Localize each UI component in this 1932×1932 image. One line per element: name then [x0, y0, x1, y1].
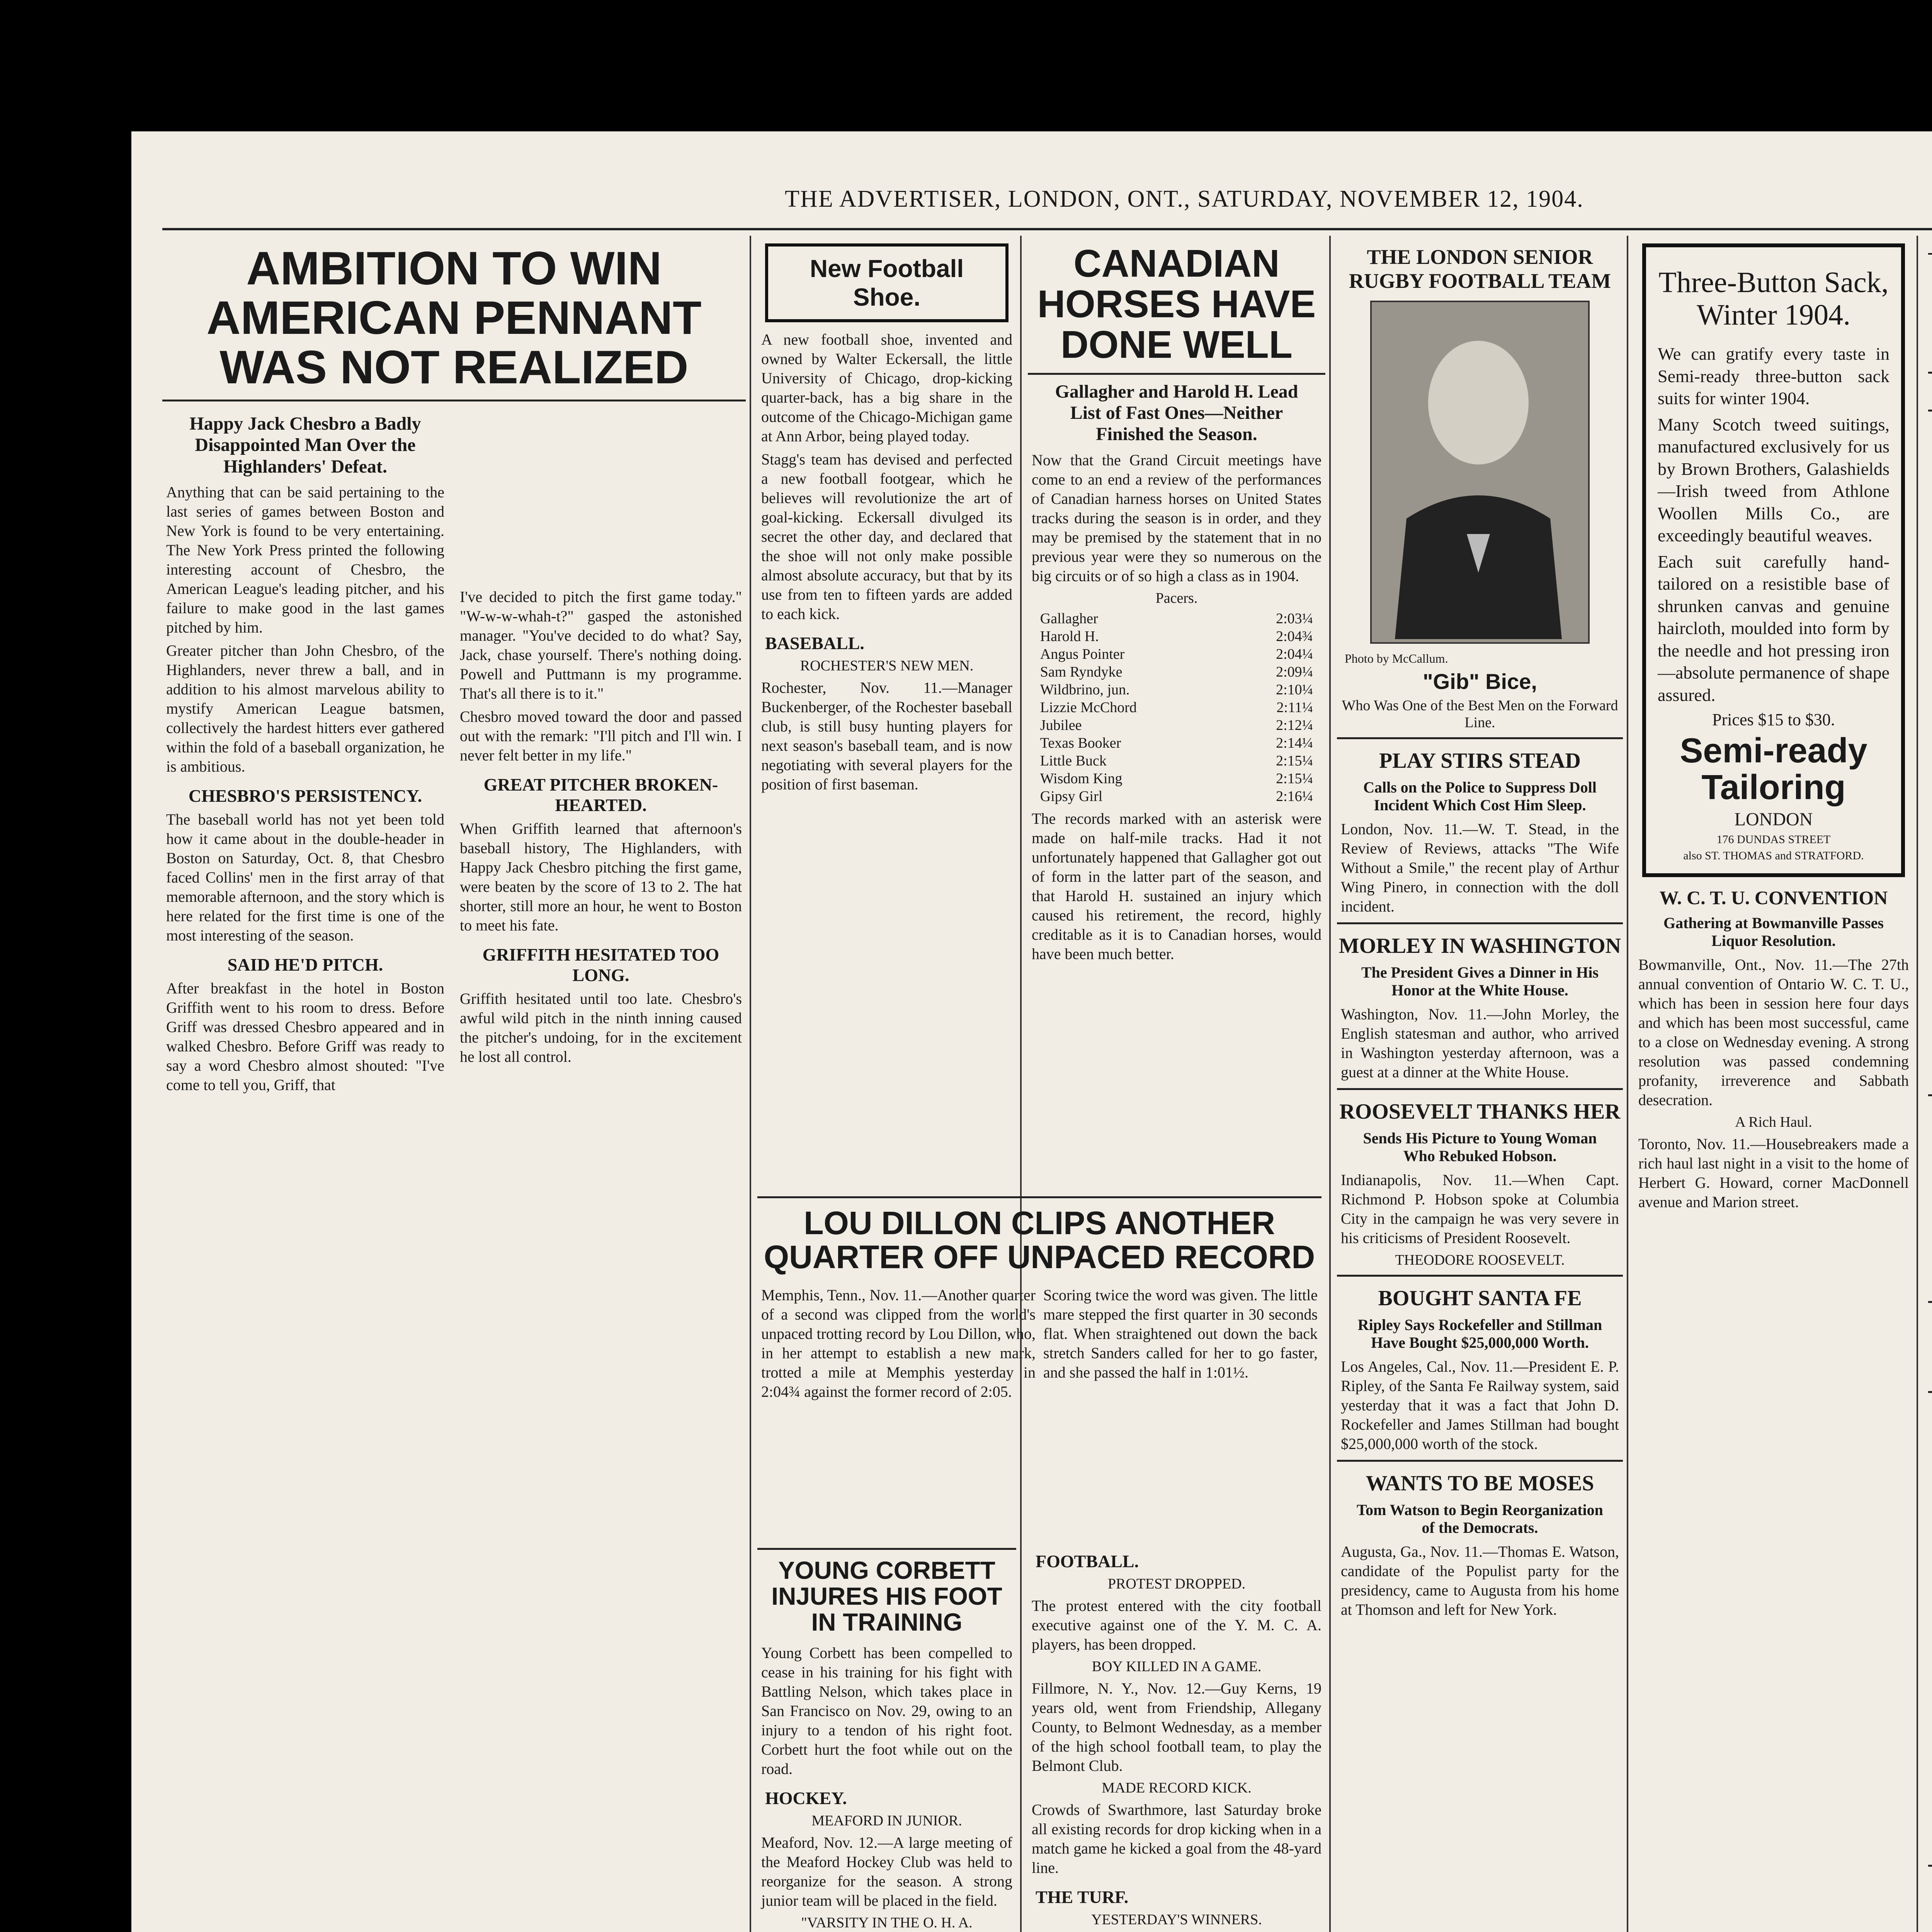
horse-time: 2:04¾: [1276, 628, 1313, 645]
ad-price: [1928, 745, 1932, 794]
article-lou-dillon: [757, 1190, 1321, 1538]
body-text: A new football shoe, invented and owned by Walter Eckersall, the little University of Chicago, drop-kicking quarter-back, has a big share in the outcome of the Chicago-Michigan game at Ann Arbor, being played today.: [761, 331, 1012, 445]
subhead-moses: Tom Watson to Begin Reorganization of the Democrats.: [1357, 1501, 1603, 1536]
headline-chesbro: AMBITION TO WIN AMERICAN PENNANT WAS NOT REALIZED: [206, 242, 702, 394]
ad-ocean-limited: [1928, 1518, 1932, 1598]
ad-prices: Prices $15 to $30.: [1712, 710, 1835, 730]
ad-wabash-intro: [1928, 1102, 1932, 1128]
headline-santa-fe: BOUGHT SANTA FE: [1378, 1286, 1582, 1310]
table-row: [1040, 770, 1313, 787]
subheading: "VARSITY IN THE O. H. A.: [801, 1914, 973, 1931]
ad-price: [1928, 996, 1932, 1021]
table-row: [1040, 645, 1313, 663]
section-heading: GRIFFITH HESITATED TOO LONG.: [482, 945, 719, 985]
body-text: Stagg's team has devised and perfected a new football footgear, which he believes will revolutionize the art of goal-kicking. Eckersall divulged its secret the other day, and declared that the shoe will not only make possible almost absolute accuracy, but that by its use from ten to fifteen yards are added to each kick.: [761, 451, 1012, 622]
body-text: Griffith hesitated until too late. Chesbro's awful wild pitch in the ninth inning caused the pitcher's undoing, for in the excitement he lost all control.: [460, 990, 742, 1065]
subhead-roosevelt: Sends His Picture to Young Woman Who Rebuked Hobson.: [1363, 1129, 1597, 1165]
ad-semi-ready: [1642, 243, 1905, 877]
horse-name: Wisdom King: [1040, 770, 1122, 787]
ad-body: Many Scotch tweed suitings, manufactured exclusively for us by Brown Brothers, Galashields—Irish tweed from Athlone Woollen Mills Co., are exceedingly beautiful weaves.: [1658, 414, 1889, 546]
body-text: Now that the Grand Circuit meetings have come to an end a review of the performances of Canadian harness horses on United States tracks during the season is in order, and they may be premised by the statement that in no previous year were they so numerous on the big circuits or of so high a class as in 1904.: [1032, 451, 1321, 585]
ad-to: [1928, 541, 1932, 558]
subheading: PROTEST DROPPED.: [1107, 1576, 1246, 1592]
ad-thanksgiving: [1928, 1021, 1932, 1048]
table-row: [1040, 752, 1313, 770]
table-row: [1040, 716, 1313, 734]
table-row: [1040, 699, 1313, 716]
body-text: Young Corbett has been compelled to cease in his training for his fight with Battling Nelson, which takes place in San Francisco on Nov. 29, owing to an injury to a tendon of his right foot. Corbett hurt the foot while out on the road.: [761, 1644, 1012, 1777]
ad-michigan-central: [1928, 418, 1932, 448]
photo-caption-name: "Gib" Bice,: [1423, 669, 1537, 694]
ad-worlds-fair: [1928, 1128, 1932, 1196]
section-heading: BASEBALL.: [765, 633, 864, 653]
table-row: [1040, 681, 1313, 699]
article-young-corbett: [757, 1542, 1016, 1932]
table-row: [1040, 663, 1313, 681]
ad-destination: [1928, 797, 1932, 819]
body-text: The protest entered with the city football executive against one of the Y. M. C. A. players, has been dropped.: [1032, 1597, 1321, 1653]
subheading: BOY KILLED IN A GAME.: [1092, 1658, 1262, 1675]
subhead-horses: Gallagher and Harold H. Lead List of Fast Ones—Neither Finished the Season.: [1055, 381, 1298, 445]
subheading: ROCHESTER'S NEW MEN.: [800, 658, 974, 674]
horse-name: Little Buck: [1040, 752, 1107, 769]
masthead-rule: [162, 228, 1932, 230]
ad-ticket-office: [1928, 1818, 1932, 1859]
section-heading: FOOTBALL.: [1036, 1551, 1139, 1571]
player-photo: [1370, 301, 1590, 644]
subheading: YESTERDAY'S WINNERS.: [1091, 1912, 1262, 1928]
box-title: New Football Shoe.: [810, 255, 964, 311]
ad-special: [1928, 719, 1932, 745]
body-text: Augusta, Ga., Nov. 11.—Thomas E. Watson, candidate of the Populist party for the presidency, came to Augusta from his home at Thomson and left for New York.: [1341, 1543, 1619, 1618]
ad-city: [1928, 561, 1932, 614]
pacers-table: [1040, 610, 1313, 805]
body-text: Los Angeles, Cal., Nov. 11.—President E. P. Ripley, of the Santa Fe Railway system, said yesterday that it was a fact that John D. Rockefeller and James Stillman had bought $25,000,000 worth of the stock.: [1341, 1358, 1619, 1452]
body-text: Washington, Nov. 11.—John Morley, the English statesman and author, who arrived in Washington yesterday afternoon, was a guest at a dinner at the White House.: [1341, 1005, 1619, 1081]
signature: THEODORE ROOSEVELT.: [1395, 1252, 1565, 1268]
ad-destination: [1928, 951, 1932, 996]
body-text: The records marked with an asterisk were made on half-mile tracks. Had it not unfortunately happened that Gallagher got out of form in the latter part of the season, and that Harold H. sustained an injury which caused his retirement, the record, highly creditable as it is to Canadian horses, would have been much better.: [1032, 810, 1321, 963]
ad-reduced-fares: [1928, 916, 1932, 951]
horse-name: Lizzie McChord: [1040, 699, 1137, 716]
ad-subtitle: [1928, 1348, 1932, 1365]
ad-connection: [1928, 1755, 1932, 1815]
newspaper-page: [131, 131, 1932, 1932]
section-heading: SAID HE'D PITCH.: [227, 954, 383, 975]
ad-address: 176 DUNDAS STREET: [1716, 833, 1831, 846]
body-text: I've decided to pitch the first game today." "W-w-w-whah-t?" gasped the astonished manager. "You've decided to do what? Say, Jack, chase yourself. There's nothing doing. Powell and Puttmann is my programme. That's all there is to it.": [460, 588, 742, 702]
table-title: Pacers.: [1155, 590, 1198, 606]
section-heading: CHESBRO'S PERSISTENCY.: [188, 786, 422, 806]
section-heading: THE TURF.: [1036, 1887, 1129, 1907]
headline-stead: PLAY STIRS STEAD: [1379, 749, 1581, 773]
horse-name: Harold H.: [1040, 628, 1099, 645]
horse-time: 2:11¼: [1276, 699, 1313, 716]
ad-route: [1928, 451, 1932, 468]
body-text: Anything that can be said pertaining to the last series of games between Boston and New York is found to be very entertaining. The New York Press printed the following interesting account of Chesbro, the American League's leading pitcher, and his failure to make good in the last games pitched by him.: [166, 483, 444, 636]
ad-body: Each suit carefully hand-tailored on a resistible base of shrunken canvas and genuine haircloth, moulded into form by the needle and hot pressing iron—absolute permanence of shape assured.: [1658, 551, 1889, 705]
photo-credit: Photo by McCallum.: [1345, 651, 1448, 665]
body-text: Indianapolis, Nov. 11.—When Capt. Richmond P. Hobson spoke at Columbia City in the campaign he was very severe in his criticisms of President Roosevelt.: [1341, 1171, 1619, 1247]
horse-name: Texas Booker: [1040, 735, 1121, 751]
column-6-ads: [1634, 236, 1913, 1932]
horse-time: 2:09¼: [1276, 663, 1313, 680]
ad-wabash-line: [1928, 1219, 1932, 1256]
body-text: After breakfast in the hotel in Boston Griffith went to his room to dress. Before Griff was dressed Chesbro appeared and in walked Chesbro. Before Griff was ready to say a word Chesbro almost shouted: "I've come to tell you, Griff, that: [166, 979, 444, 1094]
column-5-news: [1337, 236, 1623, 1932]
body-text: Memphis, Tenn., Nov. 11.—Another quarter of a second was clipped from the world's unpaced trotting record by Lou Dillon, who, in her attempt to establish a new mark, trotted a mile at Memphis yesterday in 2:04¾ against the former record of 2:05.: [761, 1286, 1036, 1401]
horse-time: 2:10¼: [1276, 681, 1313, 698]
headline-wctu: W. C. T. U. CONVENTION: [1659, 887, 1888, 909]
rate-subtitle: [1928, 258, 1932, 275]
section-heading: GREAT PITCHER BROKEN-HEARTED.: [483, 775, 718, 815]
ad-return: [1928, 617, 1932, 634]
ad-price: [1928, 471, 1932, 538]
horse-name: Sam Ryndyke: [1040, 663, 1122, 680]
headline-roosevelt: ROOSEVELT THANKS HER: [1339, 1100, 1621, 1124]
table-row: [1040, 787, 1313, 805]
section-heading: [1928, 383, 1932, 403]
ad-matapedia: [1928, 1672, 1932, 1752]
table-row: [1040, 610, 1313, 628]
ad-over: [1928, 1199, 1932, 1216]
body-text: Greater pitcher than John Chesbro, of the Highlanders, never threw a ball, and in addition to his almost marvelous ability to mystify American League batsmen, collectively the hardest hitters ever gathered within the fold of a baseball organization, he is ambitious.: [166, 641, 444, 775]
photo-caption: Who Was One of the Best Men on the Forward Line.: [1342, 697, 1618, 731]
ad-branches: also ST. THOMAS and STRATFORD.: [1683, 849, 1864, 862]
subheading: MEAFORD IN JUNIOR.: [811, 1812, 962, 1829]
horse-name: Gallagher: [1040, 610, 1098, 627]
ad-body: We can gratify every taste in Semi-ready three-button sack suits for winter 1904.: [1658, 344, 1889, 408]
headline-morley: MORLEY IN WASHINGTON: [1338, 934, 1621, 958]
body-text: Meaford, Nov. 12.—A large meeting of the Meaford Hockey Club was held to reorganize for the season. A strong junior team will be placed in the field.: [761, 1833, 1012, 1909]
body-text: Toronto, Nov. 11.—Housebreakers made a rich haul last night in a visit to the home of Herbert G. Howard, corner MacDonnell avenue and Marion street.: [1638, 1135, 1909, 1211]
body-text: Fillmore, N. Y., Nov. 12.—Guy Kerns, 19 years old, went from Friendship, Allegany County, to Belmont Wednesday, as a member of the high school football team, to play the Belmont Club.: [1032, 1680, 1321, 1774]
body-text: London, Nov. 11.—W. T. Stead, in the Review of Reviews, attacks "The Wife Without a Smile," the recent play of Arthur Wing Pinero, in connection with the doll incident.: [1341, 820, 1619, 915]
horse-name: Gipsy Girl: [1040, 788, 1103, 804]
column-divider: [1627, 236, 1628, 1932]
ad-new-train: [1928, 1498, 1932, 1515]
horse-time: 2:03¼: [1276, 610, 1313, 627]
column-divider: [1329, 236, 1331, 1932]
ad-headline: Three-Button Sack, Winter 1904.: [1658, 266, 1889, 331]
ad-allan-line: [1928, 1873, 1932, 1928]
ad-fare: [1928, 1071, 1932, 1088]
ad-white-star-line: [1928, 1309, 1932, 1345]
ad-route: [1928, 1368, 1932, 1385]
horse-time: 2:04¼: [1276, 646, 1313, 662]
rate-bar: [1928, 236, 1932, 255]
ad-date: [1928, 1051, 1932, 1068]
section-heading: HOCKEY.: [765, 1788, 847, 1808]
article-canadian-horses: [1028, 236, 1325, 1179]
ad-brand: Semi-ready Tailoring: [1680, 731, 1867, 807]
horse-time: 2:15¼: [1276, 770, 1313, 787]
body-text: The baseball world has not yet been told how it came about in the double-header in Boston on Saturday, Oct. 8, that Chesbro faced Collins' men in the first array of that memorable afternoon, and the story which is here related for the first time is one of the most interesting of the season.: [166, 810, 444, 944]
headline-lou-dillon: LOU DILLON CLIPS ANOTHER QUARTER OFF UNPACED RECORD: [764, 1205, 1315, 1276]
subhead-wctu: Gathering at Bowmanville Passes Liquor Resolution.: [1663, 914, 1884, 950]
subhead-morley: The President Gives a Dinner in His Honor at the White House.: [1361, 964, 1599, 999]
headline-corbett: YOUNG CORBETT INJURES HIS FOOT IN TRAINING: [771, 1556, 1002, 1636]
body-text: Crowds of Swarthmore, last Saturday broke all existing records for drop kicking when in a match game he kicked a goal from the 48-yard line.: [1032, 1801, 1321, 1876]
table-row: [1040, 734, 1313, 752]
box-new-football-shoe: [765, 243, 1009, 322]
horse-time: 2:15¼: [1276, 752, 1313, 769]
table-row: [1040, 628, 1313, 645]
subheading: A Rich Haul.: [1735, 1114, 1812, 1131]
horse-time: 2:14¼: [1276, 735, 1313, 751]
column-2: [456, 236, 746, 1932]
masthead-title: THE ADVERTISER, LONDON, ONT., SATURDAY, NOVEMBER 12, 1904.: [785, 186, 1584, 212]
subhead-stead: Calls on the Police to Suppress Doll Incident Which Cost Him Sleep.: [1363, 779, 1597, 814]
section-heading-rugby: THE LONDON SENIOR RUGBY FOOTBALL TEAM: [1349, 245, 1611, 293]
headline-horses: CANADIAN HORSES HAVE DONE WELL: [1037, 242, 1316, 366]
horse-name: Jubilee: [1040, 717, 1082, 733]
column-divider: [1917, 236, 1918, 1932]
subheading: MADE RECORD KICK.: [1102, 1780, 1252, 1796]
subhead-chesbro: Happy Jack Chesbro a Badly Disappointed Man Over the Highlanders' Defeat.: [189, 413, 421, 477]
ad-city: LONDON: [1734, 809, 1813, 830]
headline-moses: WANTS TO BE MOSES: [1366, 1471, 1594, 1495]
horse-name: Wildbrino, jun.: [1040, 681, 1130, 698]
body-text: Rochester, Nov. 11.—Manager Buckenberger, of the Rochester baseball club, is still busy hunting players for next season's baseball team, and is now negotiating with several players for the position of first baseman.: [761, 679, 1012, 793]
horse-time: 2:12¼: [1276, 717, 1313, 733]
horse-name: Angus Pointer: [1040, 646, 1125, 662]
ad-commencing: [1928, 1466, 1932, 1495]
horse-time: 2:16¼: [1276, 788, 1313, 804]
body-text: Chesbro moved toward the door and passed out with the remark: "I'll pitch and I'll win. I never felt better in my life.": [460, 708, 742, 764]
column-divider: [1020, 236, 1022, 1932]
body-text: When Griffith learned that afternoon's baseball history, The Highlanders, with Happy Jack Chesbro pitching the first game, were beaten by the score of 13 to 2. The hat shorter, still more an hour, he went to Boston to meet his fate.: [460, 820, 742, 934]
body-text: Scoring twice the word was given. The little mare stepped the first quarter in 30 seconds flat. When straightened out down the back stretch Sanders called for her to go faster, and she passed the half in 1:01½.: [1043, 1286, 1318, 1381]
column-7-railways: [1928, 236, 1932, 1932]
subhead-santa-fe: Ripley Says Rockefeller and Stillman Have Bought $25,000,000 Worth.: [1357, 1316, 1602, 1351]
column-divider: [750, 236, 751, 1932]
column-football-turf: [1028, 1542, 1325, 1932]
body-text: Bowmanville, Ont., Nov. 11.—The 27th annual convention of Ontario W. C. T. U., which has been in session here four days and which has been most successful, came to a close on Wednesday evening. A strong resolution was passed condemning profanity, irreverence and Sabbath desecration.: [1638, 956, 1909, 1109]
